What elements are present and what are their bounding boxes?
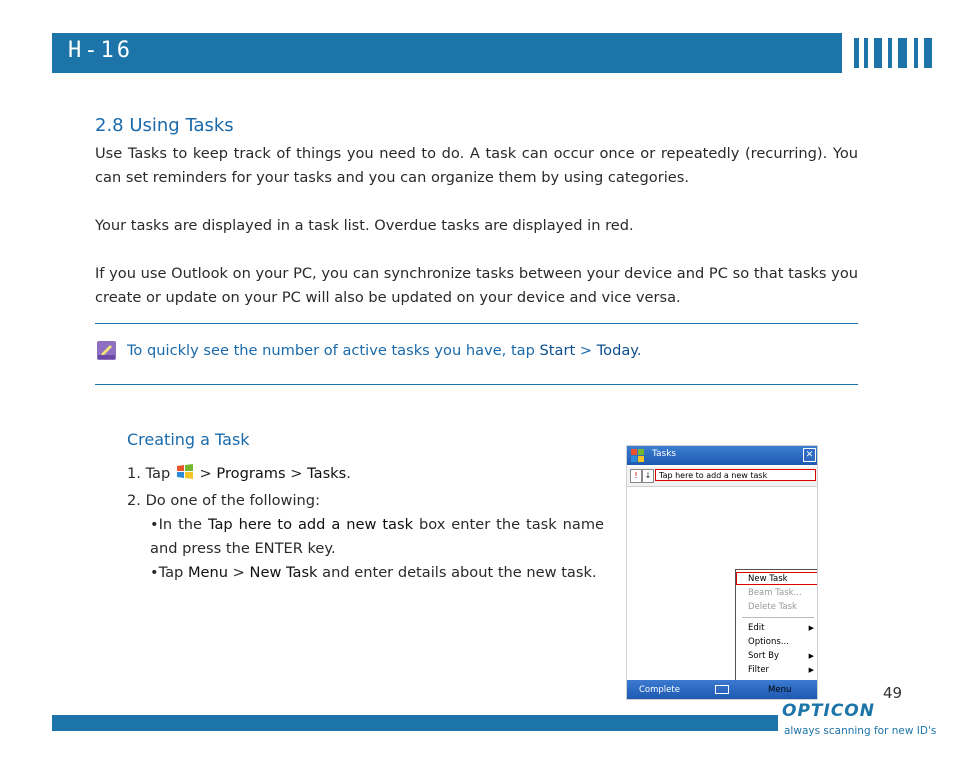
bullet2-separator: > — [228, 564, 250, 581]
note-start: Start — [539, 342, 576, 359]
note-icon — [97, 341, 116, 360]
note-end: . — [636, 342, 642, 359]
section-title: 2.8 Using Tasks — [95, 115, 234, 136]
divider-top — [95, 323, 858, 324]
subsection-title: Creating a Task — [127, 430, 250, 449]
brand-logo: OPTICON — [782, 701, 875, 721]
submenu-arrow-icon: ▶ — [808, 652, 814, 660]
new-task-input[interactable]: Tap here to add a new task — [655, 469, 816, 481]
device-context-menu — [735, 569, 818, 681]
step1-prefix: 1. Tap — [127, 465, 175, 482]
paragraph-task-list: Your tasks are displayed in a task list. Overdue tasks are displayed in red. — [95, 217, 634, 234]
submenu-arrow-icon: ▶ — [808, 666, 814, 674]
menu-item-delete-task[interactable]: Delete Task — [748, 602, 797, 612]
softkey-menu[interactable]: Menu — [768, 685, 792, 695]
note-text — [127, 342, 641, 359]
footer-bar — [52, 715, 778, 731]
bullet-add-task — [150, 513, 604, 561]
step1-programs: Programs — [216, 465, 286, 482]
device-start-icon — [631, 449, 644, 462]
step1-separator: > — [194, 465, 217, 482]
sort-arrow-icon[interactable]: ↓ — [642, 469, 654, 483]
bullet2-prefix: •Tap — [150, 564, 188, 581]
model-name: H-16 — [68, 38, 133, 63]
device-softkey-bar — [627, 680, 818, 700]
menu-item-options[interactable]: Options... — [748, 637, 789, 647]
barcode-logo — [728, 34, 934, 72]
priority-icon[interactable]: ! — [630, 469, 642, 483]
note-today: Today — [596, 342, 637, 359]
bullet-menu-new-task — [150, 561, 604, 585]
device-screenshot — [626, 445, 818, 700]
step-2: 2. Do one of the following: — [127, 492, 320, 509]
submenu-arrow-icon: ▶ — [808, 624, 814, 632]
softkey-complete[interactable]: Complete — [639, 685, 680, 695]
menu-item-sort-by[interactable]: Sort By — [748, 651, 779, 661]
paragraph-intro: Use Tasks to keep track of things you need to do. A task can occur once or repeatedly (recurring). You can set reminders for your tasks and you can organize them by using categories. — [95, 145, 858, 186]
menu-item-filter[interactable]: Filter — [748, 665, 770, 675]
menu-divider — [742, 617, 814, 618]
windows-start-icon — [175, 463, 195, 481]
bullet2-new-task: New Task — [249, 564, 318, 581]
device-close-icon[interactable]: ✕ — [803, 448, 816, 462]
bullet2-rest: and enter details about the new task. — [317, 564, 597, 581]
keyboard-icon[interactable] — [715, 685, 729, 694]
device-entry-bar — [627, 467, 818, 487]
page-number: 49 — [883, 684, 903, 702]
step1-separator-2: > — [285, 465, 308, 482]
bullet1-keyword: Tap here to add a new task — [207, 516, 414, 533]
step1-end: . — [346, 465, 351, 482]
bullet1-prefix: •In the — [150, 516, 208, 533]
menu-item-new-task[interactable]: New Task — [748, 574, 788, 584]
device-title-bar — [627, 446, 818, 465]
device-title: Tasks — [652, 449, 677, 459]
bullet2-menu: Menu — [187, 564, 229, 581]
step-1 — [127, 462, 351, 486]
brand-tagline: always scanning for new ID's — [784, 725, 937, 737]
step1-tasks: Tasks — [307, 465, 347, 482]
menu-item-beam-task[interactable]: Beam Task... — [748, 588, 802, 598]
header-bar — [52, 33, 842, 73]
divider-bottom — [95, 384, 858, 385]
menu-item-edit[interactable]: Edit — [748, 623, 765, 633]
bullet1-rest: box enter the task name and press the ENTER key. — [150, 516, 605, 557]
note-prefix: To quickly see the number of active tasks you have, tap — [127, 342, 540, 359]
note-separator: > — [575, 342, 597, 359]
paragraph-sync: If you use Outlook on your PC, you can synchronize tasks between your device and PC so that tasks you create or update on your PC will also be updated on your device and vice versa. — [95, 265, 858, 306]
